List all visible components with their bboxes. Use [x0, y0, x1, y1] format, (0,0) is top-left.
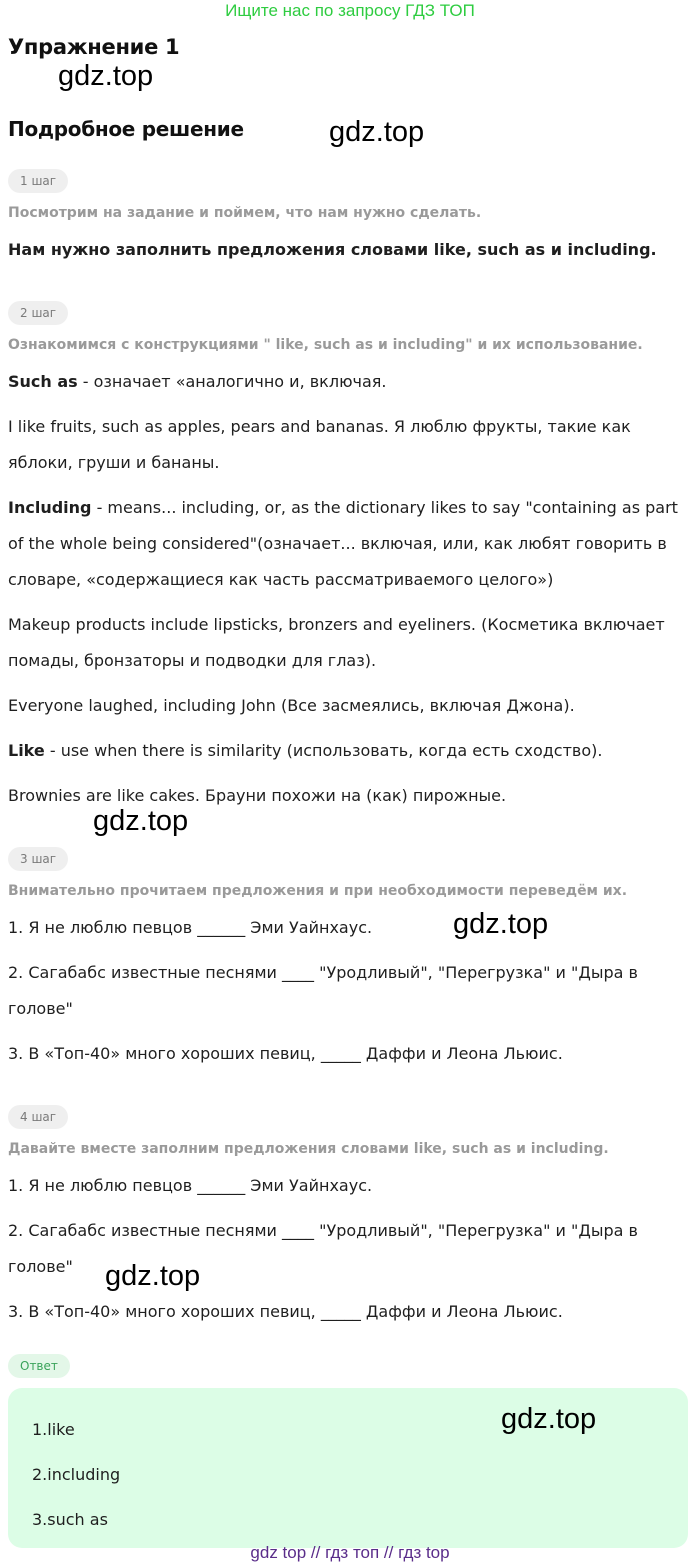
step-text: Нам нужно заполнить предложения словами like, such as и including. — [8, 240, 657, 259]
answer-item: 2.including — [32, 1465, 121, 1484]
watermark: gdz.top — [93, 805, 189, 837]
example-text: помады, бронзаторы и подводки для глаз). — [8, 651, 377, 670]
watermark: gdz.top — [501, 1403, 597, 1435]
definition-text: - означает «аналогично и, включая. — [77, 372, 387, 391]
sentence: 1. Я не люблю певцов ______ Эми Уайнхаус. — [8, 918, 373, 937]
definition-like — [8, 733, 602, 769]
footer-links[interactable]: gdz top // гдз топ // гдз top — [250, 1543, 450, 1562]
step-hint: Посмотрим на задание и поймем, что нам нужно сделать. — [8, 205, 482, 221]
exercise-title: Упражнение 1 — [8, 35, 180, 59]
step-hint: Давайте вместе заполним предложения словами like, such as и including. — [8, 1141, 609, 1157]
step-badge: 2 шаг — [8, 301, 68, 325]
example-text: Everyone laughed, including John (Все засмеялись, включая Джона). — [8, 696, 575, 715]
definition-such-as — [8, 364, 387, 400]
definition-text: словаре, «содержащиеся как часть рассматриваемого целого») — [8, 570, 554, 589]
step-badge: 4 шаг — [8, 1105, 68, 1129]
solution-heading: Подробное решение — [8, 117, 244, 141]
example-text: яблоки, груши и бананы. — [8, 453, 220, 472]
sentence: 2. Сагабабс известные песнями ____ "Уродливый", "Перегрузка" и "Дыра в — [8, 1221, 638, 1240]
answer-badge: Ответ — [8, 1354, 70, 1378]
watermark: gdz.top — [58, 60, 154, 92]
search-banner: Ищите нас по запросу ГДЗ ТОП — [225, 1, 475, 20]
answer-item: 3.such as — [32, 1510, 108, 1529]
sentence: голове" — [8, 999, 73, 1018]
definition-text: - use when there is similarity (использовать, когда есть сходство). — [44, 741, 603, 760]
definition-text: of the whole being considered"(означает... включая, или, как любят говорить в — [8, 534, 667, 553]
sentence: 3. В «Топ-40» много хороших певиц, _____ Даффи и Леона Льюис. — [8, 1044, 563, 1063]
sentence: 1. Я не люблю певцов ______ Эми Уайнхаус. — [8, 1176, 373, 1195]
step-badge: 3 шаг — [8, 847, 68, 871]
step-hint: Ознакомимся с конструкциями " like, such as и including" и их использование. — [8, 337, 643, 353]
definition-including — [8, 490, 678, 526]
answer-item: 1.like — [32, 1420, 75, 1439]
term-including: Including — [8, 498, 92, 517]
step-badge: 1 шаг — [8, 169, 68, 193]
term-such-as: Such as — [8, 372, 78, 391]
watermark: gdz.top — [105, 1260, 201, 1292]
definition-text: - means... including, or, as the dictionary likes to say "containing as part — [91, 498, 678, 517]
sentence: 2. Сагабабс известные песнями ____ "Уродливый", "Перегрузка" и "Дыра в — [8, 963, 638, 982]
watermark: gdz.top — [453, 908, 549, 940]
example-text: Makeup products include lipsticks, bronzers and eyeliners. (Косметика включает — [8, 615, 665, 634]
example-text: Brownies are like cakes. Брауни похожи на (как) пирожные. — [8, 786, 507, 805]
step-hint: Внимательно прочитаем предложения и при необходимости переведём их. — [8, 883, 628, 899]
sentence: 3. В «Топ-40» много хороших певиц, _____ Даффи и Леона Льюис. — [8, 1302, 563, 1321]
sentence: голове" — [8, 1257, 73, 1276]
example-text: I like fruits, such as apples, pears and bananas. Я люблю фрукты, такие как — [8, 417, 631, 436]
term-like: Like — [8, 741, 45, 760]
watermark: gdz.top — [329, 116, 425, 148]
